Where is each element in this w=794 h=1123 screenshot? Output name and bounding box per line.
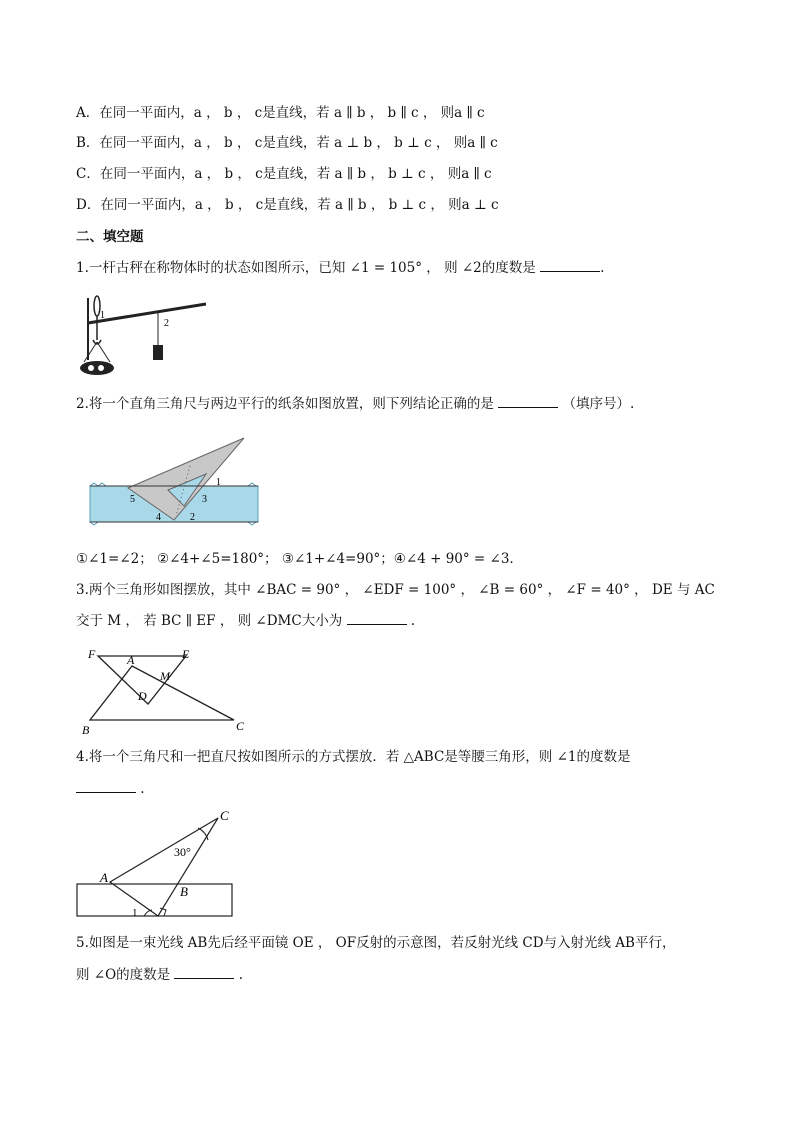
steelyard-figure (78, 290, 208, 380)
angle-2-label: 2 (164, 318, 169, 329)
answer-blank-1[interactable] (540, 259, 600, 272)
question-4-line-2 (76, 780, 145, 798)
angle-1-label: 1 (100, 310, 105, 321)
label-B: B (82, 723, 90, 736)
q2-label-1: 1 (216, 477, 221, 488)
question-5-line-1: 5.如图是一束光线 AB先后经平面镜 OE ， OF反射的示意图，若反射光线 CD与入射光线 AB平行， (76, 935, 676, 951)
answer-blank-2[interactable] (498, 395, 558, 408)
question-5-text: 则 ∠O的度数是 (76, 967, 171, 983)
question-2 (76, 395, 634, 413)
label-M: M (160, 669, 170, 683)
answer-blank-3[interactable] (347, 612, 407, 625)
option-d: D．在同一平面内，a ， b ， c是直线，若 a ∥ b ， b ⊥ c ， 则a ⊥ c (76, 197, 499, 213)
label-A: A (127, 653, 135, 667)
option-b: B．在同一平面内，a ， b ， c是直线，若 a ⊥ b ， b ⊥ c ， 则a ∥ c (76, 135, 498, 151)
question-5-line-2 (76, 966, 243, 984)
q2-label-5: 5 (130, 494, 135, 505)
label-C: C (236, 719, 245, 733)
question-1-text: 1.一杆古秤在称物体时的状态如图所示，已知 ∠1 = 105° ， 则 ∠2的度数是 (76, 260, 536, 276)
q2-conclusions: ①∠1=∠2； ②∠4+∠5=180°； ③∠1+∠4=90°；④∠4 + 90° = ∠3. (76, 551, 514, 567)
option-a: A．在同一平面内，a ， b ， c是直线，若 a ∥ b ， b ∥ c ， 则a ∥ c (76, 105, 485, 121)
q2-label-3: 3 (202, 494, 207, 505)
label-F: F (88, 647, 96, 661)
triangle-ruler-figure (74, 806, 236, 920)
q2-label-2: 2 (190, 512, 195, 523)
label-D: D (138, 689, 147, 703)
section-heading: 二、填空题 (76, 229, 144, 245)
question-1 (76, 259, 604, 277)
question-4-line-1: 4.将一个三角尺和一把直尺按如图所示的方式摆放．若 △ABC是等腰三角形，则 ∠1的度数是 (76, 749, 631, 765)
q2-label-4: 4 (156, 512, 161, 523)
answer-blank-4[interactable] (76, 780, 136, 793)
label-30deg: 30° (174, 845, 191, 859)
question-3-line-2 (76, 612, 415, 630)
question-4-end: . (140, 781, 145, 797)
question-2-text: 2.将一个直角三角尺与两边平行的纸条如图放置，则下列结论正确的是 (76, 396, 494, 412)
question-5-end: . (238, 967, 244, 983)
question-3-text: 交于 M ， 若 BC ∥ EF ， 则 ∠DMC大小为 (76, 613, 343, 629)
triangle-ruler-strip-figure (88, 436, 260, 526)
label-B: B (180, 884, 188, 899)
label-E: E (182, 647, 190, 661)
label-1: 1 (132, 907, 138, 919)
question-1-end: . (600, 260, 605, 276)
option-c: C．在同一平面内，a ， b ， c是直线，若 a ∥ b ， b ⊥ c ， 则a ∥ c (76, 166, 492, 182)
question-2-end: （填序号）. (562, 396, 635, 412)
label-C: C (220, 808, 229, 823)
question-3-line-1: 3.两个三角形如图摆放，其中 ∠BAC = 90° ， ∠EDF = 100° ， ∠B = 60° ， ∠F = 40° ， DE 与 AC (76, 582, 715, 598)
answer-blank-5[interactable] (174, 966, 234, 979)
label-A: A (100, 870, 108, 885)
two-triangles-figure (80, 644, 252, 736)
question-3-end: . (410, 613, 416, 629)
